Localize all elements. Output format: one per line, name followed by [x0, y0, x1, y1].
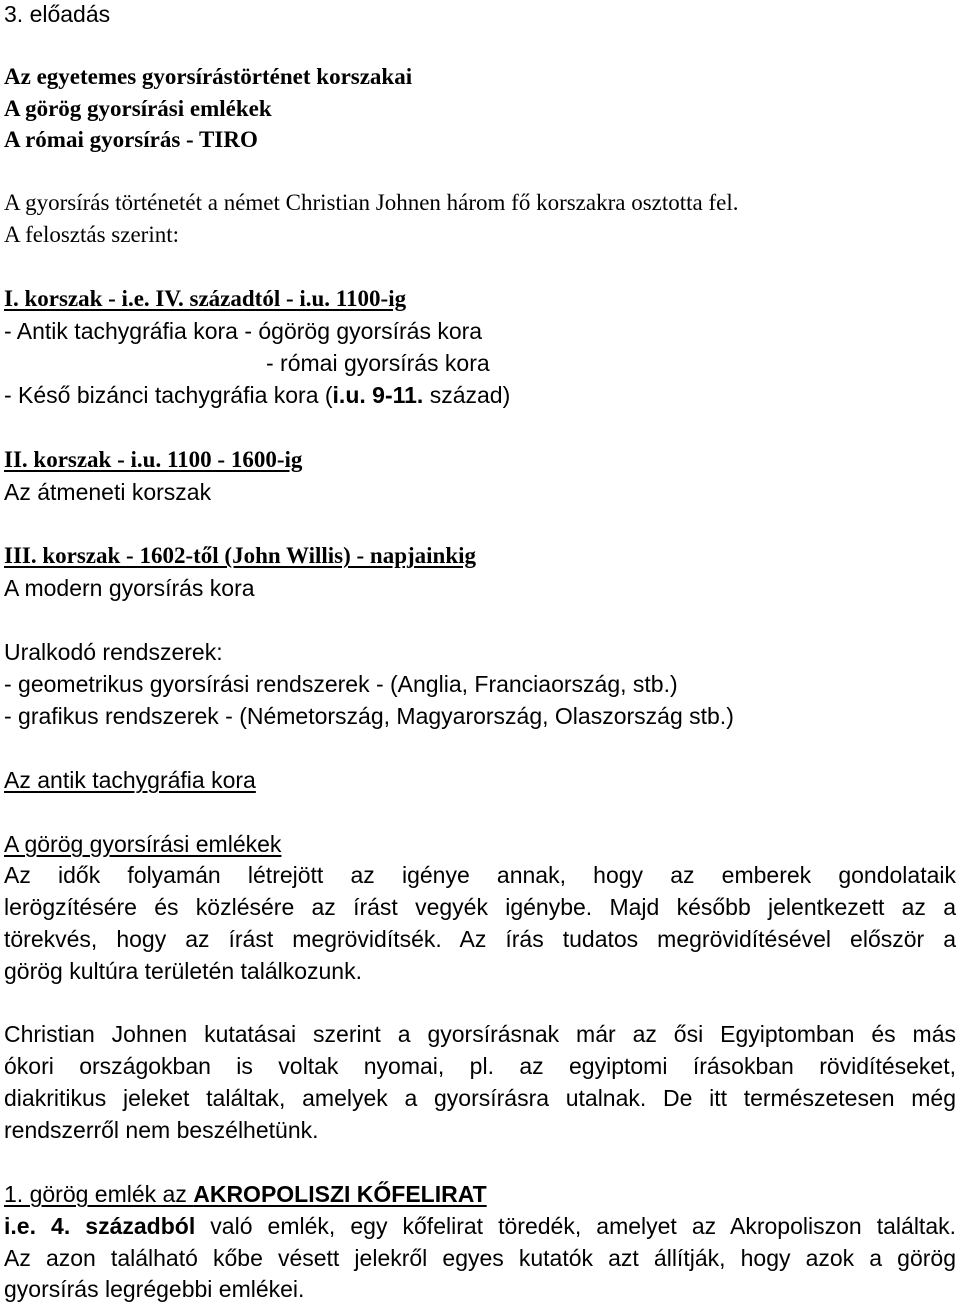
- title-line-1: Az egyetemes gyorsírástörténet korszakai: [4, 64, 413, 89]
- monument-line-1: [4, 1213, 956, 1239]
- period-1-line-1: - Antik tachygráfia kora - ógörög gyorsírás kora: [4, 318, 483, 344]
- period-1-line-3-c: század): [423, 382, 511, 408]
- title-line-3: A római gyorsírás - TIRO: [4, 127, 258, 152]
- period-2-subtitle: Az átmeneti korszak: [4, 479, 212, 505]
- paragraph-2-line-2: ókori országokban is voltak nyomai, pl. az egyiptomi írásokban rövidítéseket,: [4, 1053, 956, 1079]
- period-2-title: II. korszak - i.u. 1100 - 1600-ig: [4, 447, 303, 472]
- intro-line-1: A gyorsírás történetét a német Christian Johnen három fő korszakra osztotta fel.: [4, 190, 739, 215]
- paragraph-2-line-1: Christian Johnen kutatásai szerint a gyorsírásnak már az ősi Egyiptomban és más: [4, 1021, 956, 1047]
- period-1-line-3-a: - Késő bizánci tachygráfia kora (: [4, 382, 333, 408]
- systems-item-1: - geometrikus gyorsírási rendszerek - (Anglia, Franciaország, stb.): [4, 671, 678, 697]
- intro-line-2: A felosztás szerint:: [4, 222, 180, 247]
- paragraph-2-line-4: rendszerről nem beszélhetünk.: [4, 1117, 319, 1143]
- lecture-number: 3. előadás: [4, 1, 111, 27]
- period-1-line-3: [4, 382, 510, 408]
- period-1-title: I. korszak - i.e. IV. századtól - i.u. 1100-ig: [4, 286, 407, 311]
- paragraph-1-line-2: lerögzítésére és közlésére az írást vegyék igénybe. Majd később jelentkezett az a: [4, 894, 956, 920]
- period-1-line-3-b: i.u. 9-11.: [332, 382, 424, 408]
- paragraph-2-line-3: diakritikus jeleket találtak, amelyek a gyorsírásra utalnak. De itt természetesen még: [4, 1085, 956, 1111]
- monument-line-3: gyorsírás legrégebbi emlékei.: [4, 1276, 305, 1302]
- monument-heading: [4, 1181, 487, 1207]
- monument-name: AKROPOLISZI KŐFELIRAT: [193, 1181, 487, 1207]
- greek-heading: A görög gyorsírási emlékek: [4, 831, 282, 857]
- section-title: Az antik tachygráfia kora: [4, 767, 256, 793]
- paragraph-1-line-3: törekvés, hogy az írást megrövidítsék. Az írás tudatos megrövidítésével először a: [4, 926, 956, 952]
- monument-date-a: i.e. 4.: [4, 1213, 86, 1239]
- paragraph-1-line-1: Az idők folyamán létrejött az igénye annak, hogy az emberek gondolataik: [4, 862, 956, 888]
- monument-line-2: Az azon található kőbe vésett jelekről egyes kutatók azt állítják, hogy azok a görög: [4, 1245, 956, 1271]
- title-line-2: A görög gyorsírási emlékek: [4, 96, 272, 121]
- monument-line-1-rest: való emlék, egy kőfelirat töredék, amelyet az Akropoliszon találtak.: [195, 1213, 956, 1239]
- monument-date-b: századból: [85, 1213, 196, 1239]
- monument-prefix: 1. görög emlék az: [4, 1181, 194, 1207]
- systems-label: Uralkodó rendszerek:: [4, 639, 223, 665]
- period-3-subtitle: A modern gyorsírás kora: [4, 575, 255, 601]
- paragraph-1-line-4: görög kultúra területén találkozunk.: [4, 958, 362, 984]
- systems-item-2: - grafikus rendszerek - (Németország, Magyarország, Olaszország stb.): [4, 703, 734, 729]
- period-1-line-2: - római gyorsírás kora: [266, 350, 490, 376]
- period-3-title: III. korszak - 1602-től (John Willis) - napjainkig: [4, 543, 477, 568]
